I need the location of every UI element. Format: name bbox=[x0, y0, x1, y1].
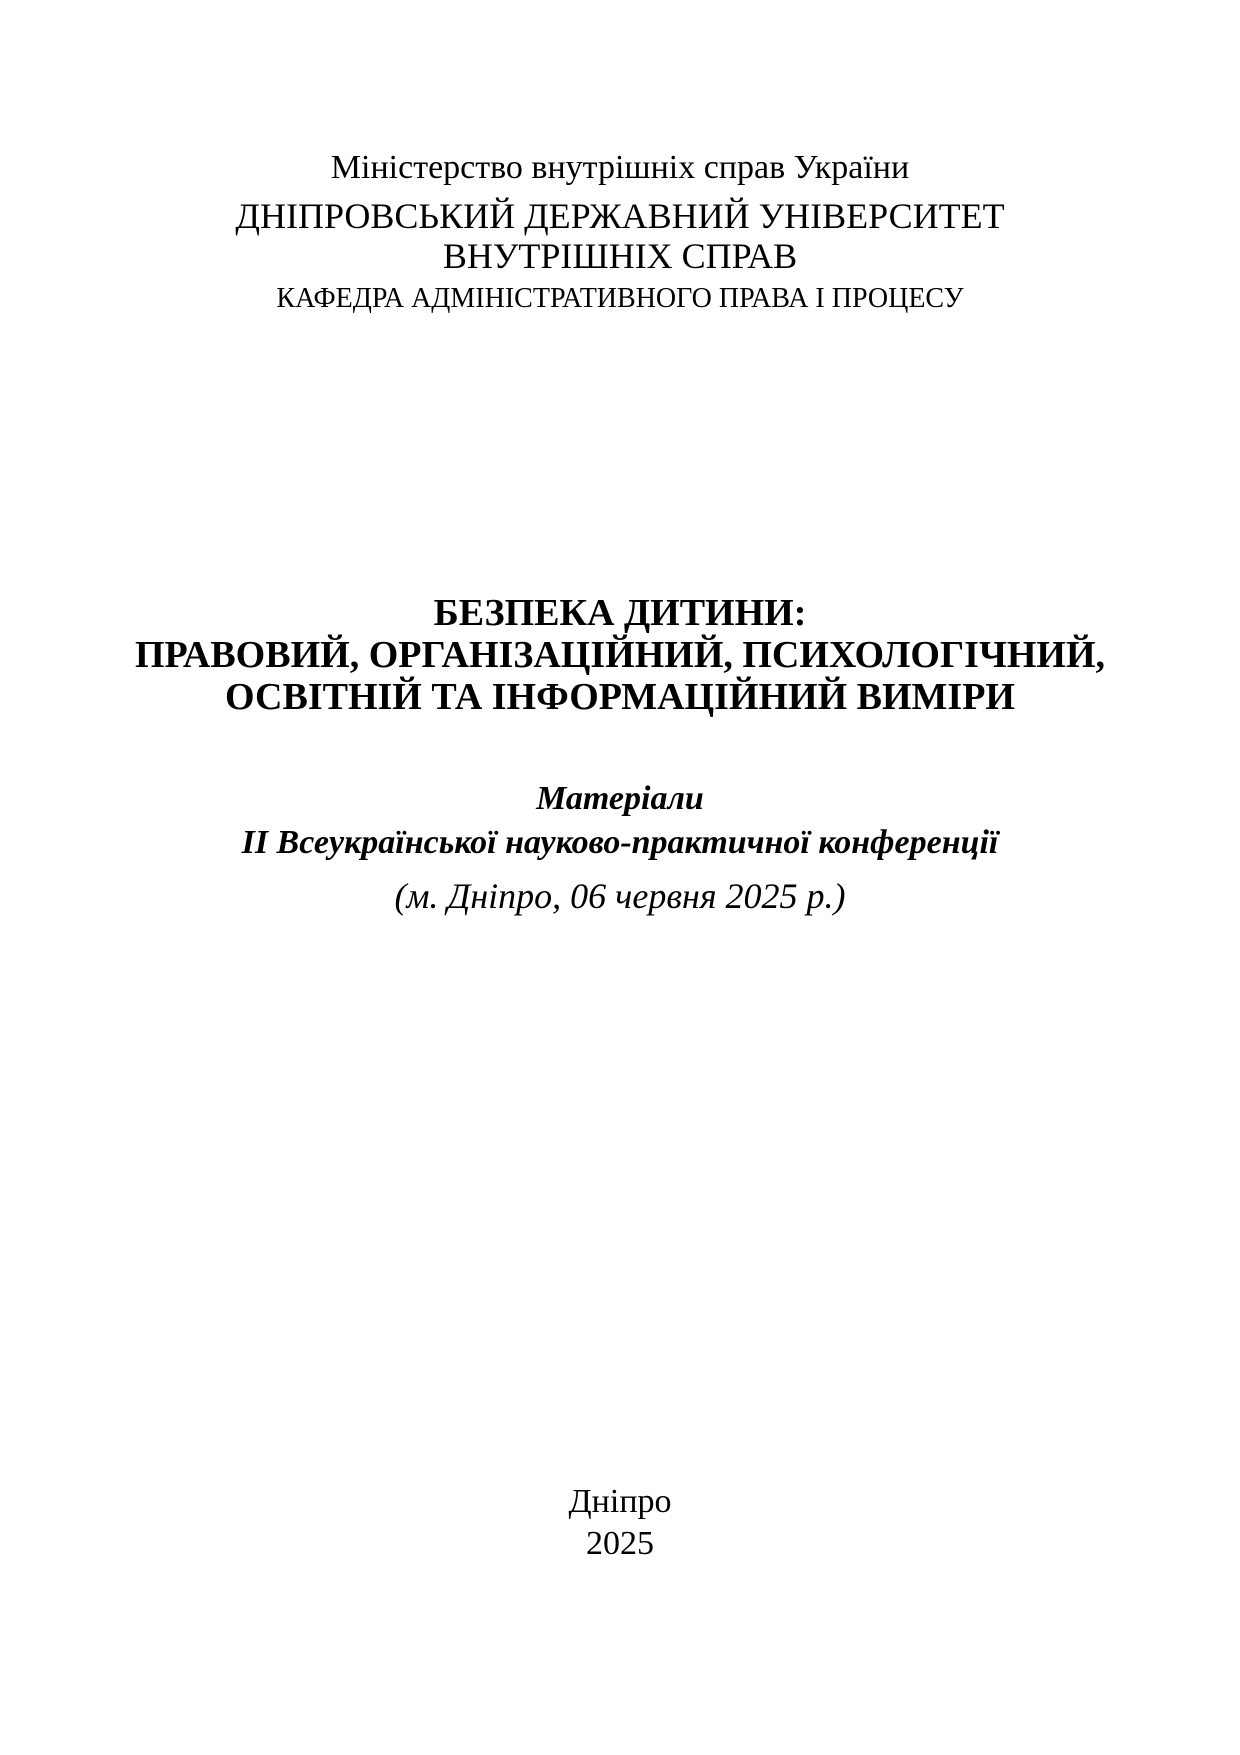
subtitle-place-date: (м. Дніпро, 06 червня 2025 р.) bbox=[394, 876, 846, 916]
publication-year: 2025 bbox=[586, 1525, 654, 1562]
subtitle-materials: Матеріали bbox=[536, 780, 704, 817]
document-title-line-1: БЕЗПЕКА ДИТИНИ: bbox=[433, 592, 807, 634]
ministry-name: Міністерство внутрішніх справ України bbox=[330, 149, 910, 186]
university-name-line-2: ВНУТРІШНІХ СПРАВ bbox=[442, 236, 798, 276]
university-name-line-1: ДНІПРОВСЬКИЙ ДЕРЖАВНИЙ УНІВЕРСИТЕТ bbox=[235, 196, 1005, 236]
document-title-line-3: ОСВІТНІЙ ТА ІНФОРМАЦІЙНИЙ ВИМІРИ bbox=[225, 676, 1015, 718]
publication-city: Дніпро bbox=[568, 1483, 672, 1520]
document-title-line-2: ПРАВОВИЙ, ОРГАНІЗАЦІЙНИЙ, ПСИХОЛОГІЧНИЙ, bbox=[134, 634, 1106, 676]
department-name: КАФЕДРА АДМІНІСТРАТИВНОГО ПРАВА І ПРОЦЕСУ bbox=[276, 283, 964, 314]
subtitle-conference: ІІ Всеукраїнської науково-практичної конференції bbox=[241, 824, 999, 861]
